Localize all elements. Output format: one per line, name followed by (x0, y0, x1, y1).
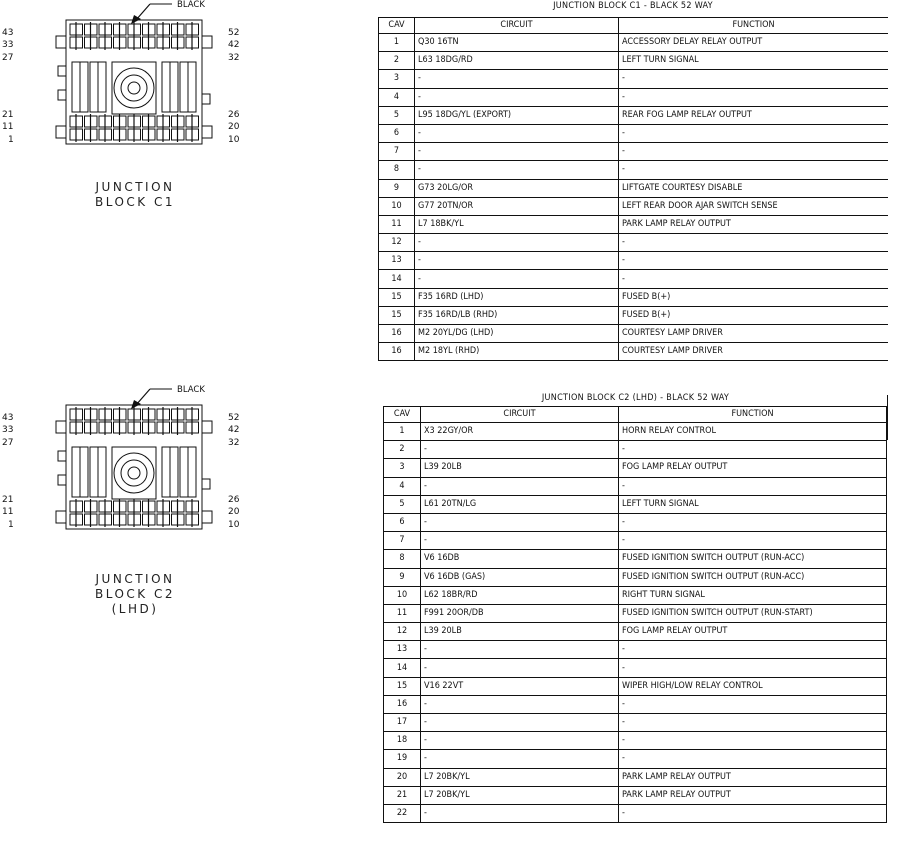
table-row (379, 143, 889, 161)
mount-tab (202, 94, 210, 104)
cav-cell: 12 (379, 234, 415, 252)
table-row (384, 477, 887, 495)
circuit-cell: - (415, 70, 619, 88)
mount-tab (202, 126, 212, 138)
pin-number: 10 (228, 135, 240, 145)
table-row (384, 568, 887, 586)
cav-cell: 8 (384, 550, 421, 568)
caption-line: JUNCTION (95, 572, 175, 586)
cav-cell: 11 (379, 215, 415, 233)
center-stud (121, 460, 147, 486)
table-row (384, 695, 887, 713)
function-cell: LEFT REAR DOOR AJAR SWITCH SENSE (619, 197, 889, 215)
circuit-cell: L39 20LB (421, 623, 619, 641)
table-c2 (383, 406, 887, 823)
cav-cell: 20 (384, 768, 421, 786)
pin-number: 21 (2, 495, 14, 505)
connector-c2-drawing (0, 385, 260, 565)
cav-cell: 13 (379, 252, 415, 270)
mount-tab (56, 511, 66, 523)
table-row (379, 70, 889, 88)
function-cell: COURTESY LAMP DRIVER (619, 325, 889, 343)
pin-number: 11 (2, 122, 14, 132)
function-cell: FOG LAMP RELAY OUTPUT (619, 623, 887, 641)
function-cell: - (619, 532, 887, 550)
circuit-cell: L63 18DG/RD (415, 52, 619, 70)
circuit-cell: G77 20TN/OR (415, 197, 619, 215)
pin-number: 26 (228, 110, 240, 120)
header-circuit: CIRCUIT (415, 18, 619, 34)
circuit-cell: Q30 16TN (415, 34, 619, 52)
circuit-cell: - (415, 124, 619, 142)
pin-number: 42 (228, 425, 240, 435)
function-cell: - (619, 70, 889, 88)
pin-number: 20 (228, 122, 240, 132)
header-cav: CAV (384, 407, 421, 423)
circuit-cell: L62 18BR/RD (421, 586, 619, 604)
connector-c1-body (2, 0, 240, 145)
mount-tab (56, 421, 66, 433)
pin-number: 1 (8, 135, 14, 145)
function-cell: COURTESY LAMP DRIVER (619, 343, 889, 361)
cav-cell: 18 (384, 732, 421, 750)
circuit-cell: - (415, 234, 619, 252)
function-cell: - (619, 804, 887, 822)
cav-cell: 22 (384, 804, 421, 822)
pin-number: 43 (2, 28, 14, 38)
circuit-cell: - (421, 732, 619, 750)
table-c2-container (383, 392, 888, 852)
pin-number: 32 (228, 53, 240, 63)
circuit-cell: V6 16DB (421, 550, 619, 568)
circuit-cell: - (421, 750, 619, 768)
cav-cell: 17 (384, 714, 421, 732)
cav-cell: 15 (379, 306, 415, 324)
function-cell: - (619, 88, 889, 106)
cav-cell: 16 (379, 325, 415, 343)
circuit-cell: - (421, 804, 619, 822)
pin-number: 32 (228, 438, 240, 448)
circuit-cell: L61 20TN/LG (421, 495, 619, 513)
function-cell: WIPER HIGH/LOW RELAY CONTROL (619, 677, 887, 695)
cav-cell: 10 (379, 197, 415, 215)
header-cav: CAV (379, 18, 415, 34)
function-cell: FUSED B(+) (619, 306, 889, 324)
function-cell: FUSED B(+) (619, 288, 889, 306)
table-row (384, 677, 887, 695)
table-row (384, 604, 887, 622)
cav-cell: 1 (379, 34, 415, 52)
mount-tab (58, 90, 66, 100)
circuit-cell: - (421, 714, 619, 732)
function-cell: PARK LAMP RELAY OUTPUT (619, 215, 889, 233)
caption-line: BLOCK C2 (94, 587, 175, 601)
mount-tab (202, 479, 210, 489)
pin-number: 52 (228, 28, 240, 38)
table-row (379, 306, 889, 324)
table-c2-body (384, 423, 887, 823)
function-cell: FUSED IGNITION SWITCH OUTPUT (RUN-ACC) (619, 550, 887, 568)
cav-cell: 14 (379, 270, 415, 288)
function-cell: - (619, 161, 889, 179)
cav-cell: 7 (384, 532, 421, 550)
circuit-cell: - (421, 659, 619, 677)
circuit-cell: F991 20OR/DB (421, 604, 619, 622)
table-row (379, 88, 889, 106)
table-row (379, 288, 889, 306)
table-row (379, 215, 889, 233)
circuit-cell: M2 18YL (RHD) (415, 343, 619, 361)
table-row (384, 586, 887, 604)
header-function: FUNCTION (619, 407, 887, 423)
function-cell: PARK LAMP RELAY OUTPUT (619, 768, 887, 786)
table-row (384, 641, 887, 659)
diagram-c2-caption (65, 572, 205, 617)
table-row (384, 714, 887, 732)
table-row (379, 343, 889, 361)
function-cell: - (619, 513, 887, 531)
cav-cell: 15 (379, 288, 415, 306)
circuit-cell: - (421, 441, 619, 459)
cav-cell: 9 (379, 179, 415, 197)
pin-number: 21 (2, 110, 14, 120)
circuit-cell: L39 20LB (421, 459, 619, 477)
center-frame (112, 62, 156, 114)
cav-cell: 1 (384, 423, 421, 441)
mount-tab (202, 36, 212, 48)
table-row (379, 161, 889, 179)
function-cell: RIGHT TURN SIGNAL (619, 586, 887, 604)
pin-number: 43 (2, 413, 14, 423)
table-row (384, 459, 887, 477)
connector-diagram-c1 (0, 0, 260, 180)
function-cell: LIFTGATE COURTESY DISABLE (619, 179, 889, 197)
circuit-cell: F35 16RD/LB (RHD) (415, 306, 619, 324)
cav-cell: 8 (379, 161, 415, 179)
table-row (384, 750, 887, 768)
cav-cell: 14 (384, 659, 421, 677)
table-row (384, 532, 887, 550)
table-row (379, 34, 889, 52)
mount-tab (202, 421, 212, 433)
pin-number: 27 (2, 438, 14, 448)
function-cell: - (619, 252, 889, 270)
color-label: BLACK (177, 385, 205, 395)
color-label: BLACK (177, 0, 205, 10)
circuit-cell: L7 20BK/YL (421, 786, 619, 804)
header-function: FUNCTION (619, 18, 889, 34)
cav-cell: 16 (379, 343, 415, 361)
caption-line: JUNCTION (95, 180, 175, 194)
header-circuit: CIRCUIT (421, 407, 619, 423)
center-stud-ring (114, 68, 154, 108)
connector-c2-body (2, 385, 240, 530)
table-row (384, 550, 887, 568)
function-cell: - (619, 143, 889, 161)
table-row (379, 179, 889, 197)
circuit-cell: - (421, 513, 619, 531)
table-c1-container (378, 0, 888, 392)
table-row (379, 252, 889, 270)
circuit-cell: V6 16DB (GAS) (421, 568, 619, 586)
pin-number: 26 (228, 495, 240, 505)
table-row (379, 325, 889, 343)
pin-number: 10 (228, 520, 240, 530)
function-cell: - (619, 732, 887, 750)
circuit-cell: L7 18BK/YL (415, 215, 619, 233)
pin-number: 11 (2, 507, 14, 517)
center-stud (121, 75, 147, 101)
circuit-cell: - (421, 641, 619, 659)
function-cell: - (619, 695, 887, 713)
cav-cell: 15 (384, 677, 421, 695)
table-row (384, 423, 887, 441)
pin-number: 27 (2, 53, 14, 63)
table-row (384, 623, 887, 641)
circuit-cell: V16 22VT (421, 677, 619, 695)
function-cell: PARK LAMP RELAY OUTPUT (619, 786, 887, 804)
table-c2-title: JUNCTION BLOCK C2 (LHD) - BLACK 52 WAY (541, 393, 730, 403)
circuit-cell: - (415, 88, 619, 106)
table-row (384, 786, 887, 804)
pin-number: 1 (8, 520, 14, 530)
cav-cell: 13 (384, 641, 421, 659)
function-cell: - (619, 641, 887, 659)
circuit-cell: L7 20BK/YL (421, 768, 619, 786)
cav-cell: 4 (384, 477, 421, 495)
cav-cell: 12 (384, 623, 421, 641)
pin-number: 52 (228, 413, 240, 423)
center-frame (112, 447, 156, 499)
function-cell: - (619, 750, 887, 768)
cav-cell: 10 (384, 586, 421, 604)
table-c1-title: JUNCTION BLOCK C1 - BLACK 52 WAY (553, 1, 713, 11)
table-c1-body (379, 34, 889, 361)
circuit-cell: - (415, 270, 619, 288)
cav-cell: 7 (379, 143, 415, 161)
table-c1 (378, 17, 888, 361)
cav-cell: 3 (384, 459, 421, 477)
center-stud-hole (128, 82, 140, 94)
function-cell: - (619, 124, 889, 142)
circuit-cell: - (415, 252, 619, 270)
table-c1-frame-edge (887, 395, 888, 440)
function-cell: LEFT TURN SIGNAL (619, 495, 887, 513)
table-row (384, 441, 887, 459)
function-cell: LEFT TURN SIGNAL (619, 52, 889, 70)
caption-line: (LHD) (111, 602, 159, 616)
table-row (384, 732, 887, 750)
function-cell: - (619, 714, 887, 732)
table-row (384, 768, 887, 786)
mount-tab (56, 126, 66, 138)
circuit-cell: X3 22GY/OR (421, 423, 619, 441)
cav-cell: 5 (384, 495, 421, 513)
function-cell: - (619, 234, 889, 252)
table-row (379, 197, 889, 215)
function-cell: FOG LAMP RELAY OUTPUT (619, 459, 887, 477)
table-row (379, 270, 889, 288)
cav-cell: 3 (379, 70, 415, 88)
table-header-row (384, 407, 887, 423)
function-cell: - (619, 270, 889, 288)
center-stud-ring (114, 453, 154, 493)
function-cell: ACCESSORY DELAY RELAY OUTPUT (619, 34, 889, 52)
connector-diagram-c2 (0, 385, 260, 565)
pin-number: 20 (228, 507, 240, 517)
function-cell: HORN RELAY CONTROL (619, 423, 887, 441)
circuit-cell: - (415, 143, 619, 161)
cav-cell: 5 (379, 106, 415, 124)
table-row (384, 513, 887, 531)
mount-tab (58, 66, 66, 76)
circuit-cell: - (421, 695, 619, 713)
circuit-cell: F35 16RD (LHD) (415, 288, 619, 306)
function-cell: - (619, 441, 887, 459)
cav-cell: 4 (379, 88, 415, 106)
cav-cell: 11 (384, 604, 421, 622)
table-row (379, 234, 889, 252)
circuit-cell: L95 18DG/YL (EXPORT) (415, 106, 619, 124)
cav-cell: 2 (379, 52, 415, 70)
table-header-row (379, 18, 889, 34)
caption-line: BLOCK C1 (94, 195, 175, 209)
function-cell: REAR FOG LAMP RELAY OUTPUT (619, 106, 889, 124)
cav-cell: 19 (384, 750, 421, 768)
pin-number: 33 (2, 425, 14, 435)
pin-number: 33 (2, 40, 14, 50)
cav-cell: 9 (384, 568, 421, 586)
cav-cell: 2 (384, 441, 421, 459)
cav-cell: 21 (384, 786, 421, 804)
function-cell: FUSED IGNITION SWITCH OUTPUT (RUN-ACC) (619, 568, 887, 586)
cav-cell: 16 (384, 695, 421, 713)
connector-c1-drawing (0, 0, 260, 180)
center-stud-hole (128, 467, 140, 479)
cav-cell: 6 (384, 513, 421, 531)
table-row (384, 495, 887, 513)
function-cell: - (619, 477, 887, 495)
mount-tab (56, 36, 66, 48)
mount-tab (58, 451, 66, 461)
table-row (379, 124, 889, 142)
mount-tab (58, 475, 66, 485)
cav-cell: 6 (379, 124, 415, 142)
pin-number: 42 (228, 40, 240, 50)
function-cell: FUSED IGNITION SWITCH OUTPUT (RUN-START) (619, 604, 887, 622)
table-row (384, 659, 887, 677)
circuit-cell: - (415, 161, 619, 179)
circuit-cell: - (421, 532, 619, 550)
mount-tab (202, 511, 212, 523)
diagram-c1-caption (65, 180, 205, 210)
circuit-cell: G73 20LG/OR (415, 179, 619, 197)
table-row (379, 52, 889, 70)
function-cell: - (619, 659, 887, 677)
table-row (384, 804, 887, 822)
circuit-cell: - (421, 477, 619, 495)
table-row (379, 106, 889, 124)
circuit-cell: M2 20YL/DG (LHD) (415, 325, 619, 343)
